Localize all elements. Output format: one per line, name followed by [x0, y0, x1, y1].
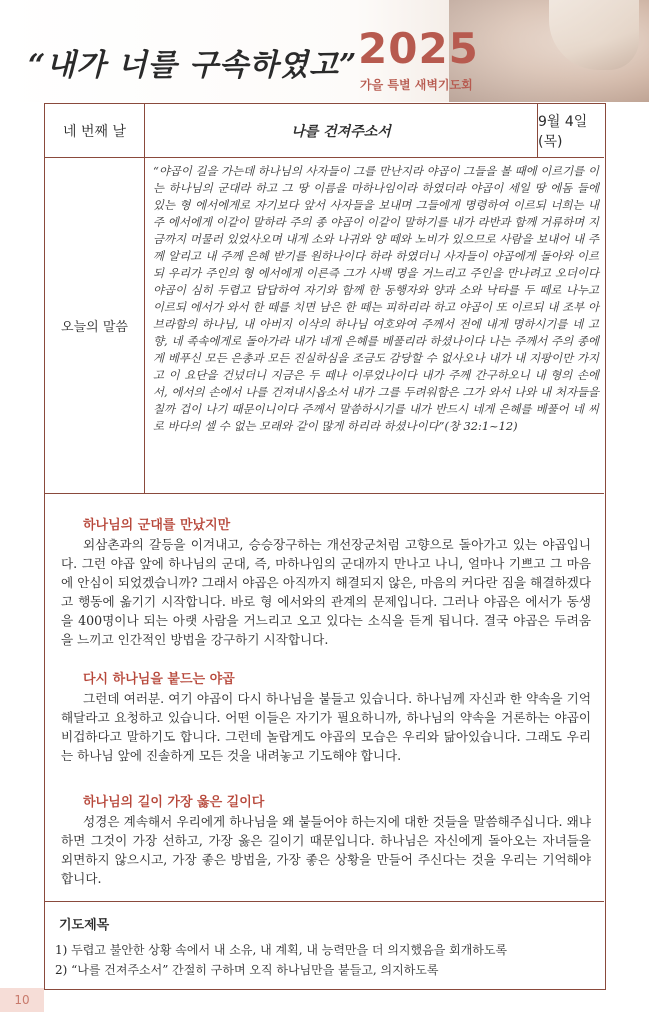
section-2: [61, 670, 591, 765]
devotional-table: [44, 103, 606, 990]
section-title: 하나님의 군대를 만났지만: [83, 518, 231, 533]
event-subtitle: 가을 특별 새벽기도회: [360, 78, 473, 92]
scripture-label: 오늘의 말씀: [45, 158, 145, 493]
script-title: “내가 너를 구속하였고”: [28, 48, 358, 83]
section-1: [61, 516, 591, 649]
header-row: [45, 104, 604, 158]
prayer-row: [45, 902, 604, 988]
prayer-item: 2) “나를 건져주소서” 간절히 구하며 오직 하나님만을 붙들고, 의지하도록: [55, 963, 439, 977]
prayer-title: 기도제목: [59, 918, 110, 933]
year-logo: 2025: [358, 24, 479, 73]
scripture-text: “야곱이 길을 가는데 하나님의 사자들이 그를 만난지라 야곱이 그들을 볼 때에 이르기를 이는 하나님의 군대라 하고 그 땅 이름을 마하나임이라 하였더라 야곱이 세일 땅 에돔 들에 있는 형 에서에게로 자기보다 앞서 사자들을 보내며 그들에게 명령하여 이르되 너희는 내 주 에서에게 이같이 말하라 주의 종 야곱이 이같이 말하기를 내가 라반과 함께 거류하며 지금까지 머물러 있었사오며 내게 소와 나귀와 양 떼와 노비가 있으므로 사람을 보내어 내 주께 알리고 내 주께 은혜 받기를 원하나이다 하라 하였더니 사자들이 야곱에게 돌아와 이르되 우리가 주인의 형 에서에게 이른즉 그가 사백 명을 거느리고 주인을 만나려고 오더이다 야곱이 심히 두렵고 답답하여 자기와 함께 한 동행자와 양과 소와 낙타를 두 떼로 나누고 이르되 에서가 와서 한 떼를 치면 남은 한 떼는 피하리라 하고 야곱이 또 이르되 내 조부 아브라함의 하나님, 내 아버지 이삭의 하나님 여호와여 주께서 전에 내게 명하시기를 네 고향, 네 족속에게로 돌아가라 내가 네게 은혜를 베풀리라 하셨나이다 나는 주께서 주의 종에게 베푸신 모든 은총과 모든 진실하심을 조금도 감당할 수 없사오나 내가 내 지팡이만 가지고 이 요단을 건넜더니 지금은 두 떼나 이루었나이다 내가 주께 간구하오니 내 형의 손에서, 에서의 손에서 나를 건져내시옵소서 내가 그를 두려워함은 그가 와서 나와 내 처자들을 칠까 겁이 나기 때문이니이다 주께서 말씀하시기를 내가 반드시 네게 은혜를 베풀어 네 씨로 바다의 셀 수 없는 모래와 같이 많게 하리라 하셨나이다”(창 32:1~12): [153, 164, 599, 433]
section-title: 다시 하나님을 붙드는 야곱: [83, 672, 235, 687]
page-number: 10: [0, 988, 44, 1012]
sermon-body: [45, 494, 604, 902]
section-text: 성경은 계속해서 우리에게 하나님을 왜 붙들어야 하는지에 대한 것들을 말씀해주십니다. 왜냐하면 그것이 가장 선하고, 가장 옳은 길이기 때문입니다. 하나님은 자신에게 돌아오는 자녀들을 외면하지 않으시고, 가장 좋은 방법을, 가장 좋은 상황을 만들어 주신다는 것을 우리는 기억해야 합니다.: [61, 814, 591, 886]
section-text: 그런데 여러분. 여기 야곱이 다시 하나님을 붙들고 있습니다. 하나님께 자신과 한 약속을 기억해달라고 요청하고 있습니다. 어떤 이들은 자기가 필요하니까, 하나님의 약속을 거론하는 야곱이 비겁하다고 말하기도 합니다. 그런데 놀랍게도 야곱의 모습은 우리와 닮아있습니다. 그래도 우리는 하나님 앞에 진솔하게 모든 것을 내려놓고 기도해야 합니다.: [61, 691, 591, 763]
header-banner: [0, 0, 649, 102]
day-label: 네 번째 날: [45, 104, 145, 157]
section-3: [61, 793, 591, 888]
date-label: 9월 4일(목): [538, 113, 588, 150]
section-title: 하나님의 길이 가장 옳은 길이다: [83, 795, 265, 810]
section-text: 외삼촌과의 갈등을 이겨내고, 승승장구하는 개선장군처럼 고향으로 돌아가고 있는 야곱입니다. 그런 야곱 앞에 하나님의 군대, 즉, 마하나임의 군대까지 만나고 나니, 얼마나 기쁘고 그 마음에 안심이 되었겠습니까? 그래서 야곱은 아직까지 해결되지 않은, 마음의 커다란 짐을 해결하겠다고 행동에 옮기기 시작합니다. 바로 형 에서와의 관계의 문제입니다. 그러나 야곱은 에서가 동생을 400명이나 되는 아랫 사람을 거느리고 오고 있다는 소식을 듣게 됩니다. 결국 야곱은 두려움을 느끼고 인간적인 방법을 강구하기 시작합니다.: [61, 537, 591, 647]
sermon-title: 나를 건져주소서: [145, 104, 538, 157]
prayer-item: 1) 두렵고 불안한 상황 속에서 내 소유, 내 계획, 내 능력만을 더 의지했음을 회개하도록: [55, 943, 508, 957]
scripture-row: [45, 158, 604, 494]
